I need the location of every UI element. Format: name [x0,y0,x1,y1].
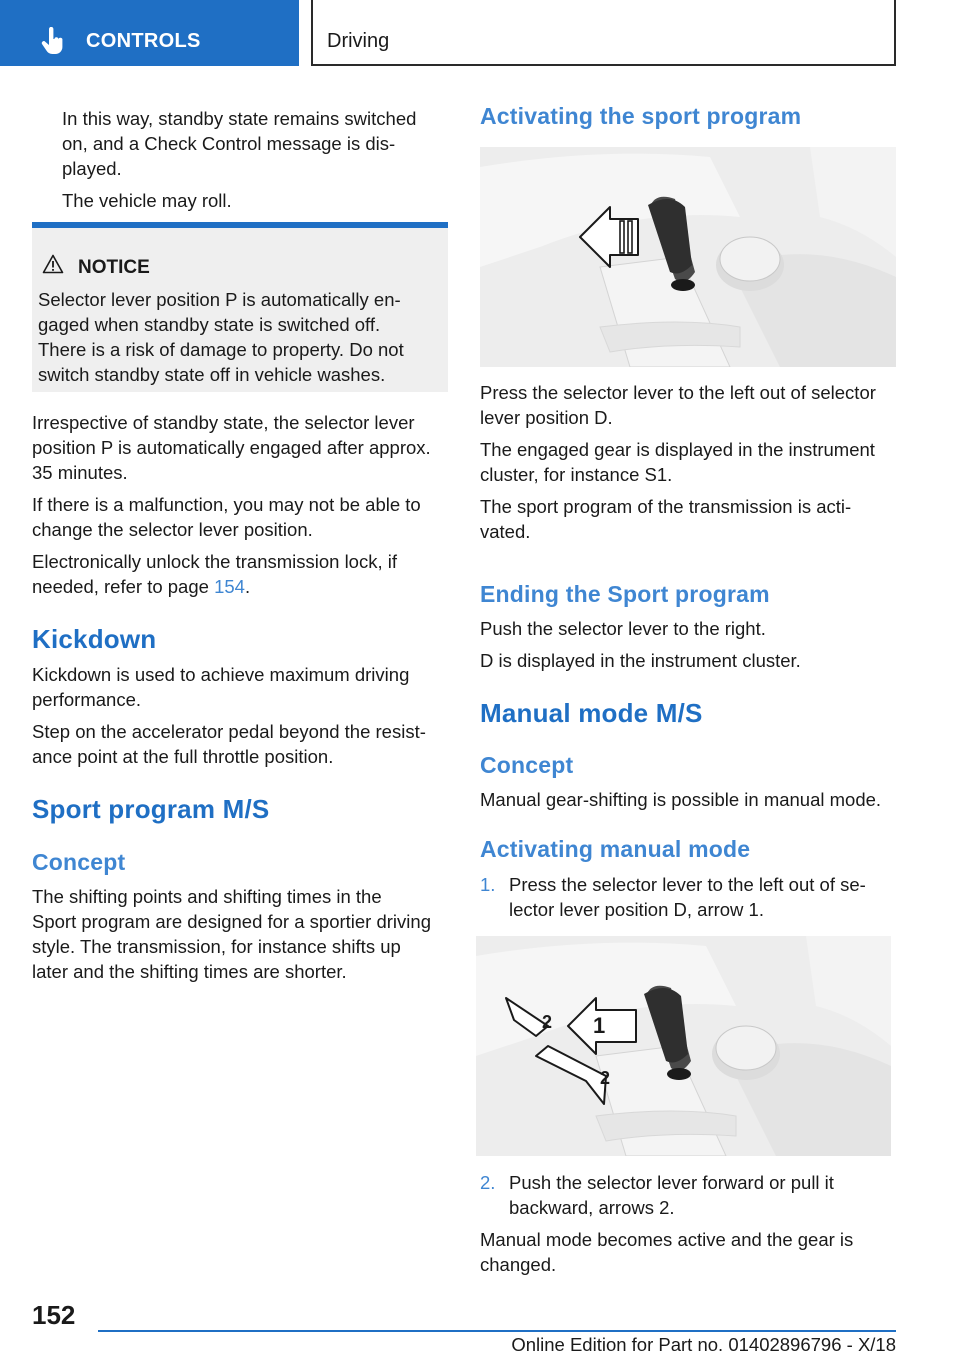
engaged-text-line: cluster, for instance S1. [480,464,673,485]
concept-text-line: later and the shifting times are shorter. [32,961,347,982]
heading-manual-mode: Manual mode M/S [480,698,703,728]
intro-text-line: on, and a Check Control message is dis- [62,133,396,154]
engaged-text-line: The engaged gear is displayed in the instrument [480,439,875,460]
heading-ending-sport: Ending the Sport program [480,581,770,607]
malfunction-text-line: change the selector lever position. [32,519,313,540]
unlock-text-prefix: needed, refer to page [32,576,215,597]
manual-active-text-line: Manual mode becomes active and the gear is [480,1229,854,1250]
push-right-text: Push the selector lever to the right. [480,618,766,639]
step-text-line: Press the selector lever to the left out of se- [509,874,866,895]
notice-box [32,222,448,392]
list-number: 2. [480,1172,496,1193]
notice-line: Selector lever position P is automatically en- [38,289,401,310]
page-reference-link[interactable]: 154 [214,576,245,597]
heading-concept: Concept [32,849,126,875]
footer-edition: Online Edition for Part no. 01402896796 - X/18 [511,1334,896,1355]
kickdown-text-line: ance point at the full throttle position. [32,746,334,767]
concept-text-line: style. The transmission, for instance shifts up [32,936,401,957]
unlock-text-line: Electronically unlock the transmission lock, if [32,551,398,572]
kickdown-text-line: Step on the accelerator pedal beyond the resist- [32,721,426,742]
concept-text-line: The shifting points and shifting times in the [32,886,382,907]
unlock-text-suffix: . [244,576,251,597]
page-number: 152 [32,1300,76,1330]
activated-text-line: The sport program of the transmission is acti- [480,496,852,517]
manual-concept-text: Manual gear-shifting is possible in manual mode. [480,789,882,810]
unlock-text-line [32,574,250,599]
notice-line: There is a risk of damage to property. Do not [38,339,404,360]
selector-lever-figure-sport [480,147,896,367]
intro-text-line: In this way, standby state remains switched [62,108,417,129]
warning-triangle-icon [42,254,64,274]
notice-title: NOTICE [78,257,150,278]
heading-sport-program: Sport program M/S [32,794,270,824]
malfunction-text-line: If there is a malfunction, you may not be able to [32,494,421,515]
step-text-line: lector lever position D, arrow 1. [509,899,764,920]
notice-line: gaged when standby state is switched off. [38,314,381,335]
standby-text-line: 35 minutes. [32,462,128,483]
concept-text-line: Sport program are designed for a sportier driving [32,911,431,932]
section-tab-controls[interactable] [0,0,299,66]
kickdown-text-line: performance. [32,689,141,710]
section-title: Driving [327,30,390,52]
arrow-label-2: 2 [542,1012,553,1032]
standby-text-line: Irrespective of standby state, the selector lever [32,412,415,433]
notice-body [38,287,438,387]
intro-text-roll: The vehicle may roll. [62,190,232,211]
arrow-label-2: 2 [600,1068,611,1088]
d-displayed-text: D is displayed in the instrument cluster. [480,650,801,671]
selector-lever-figure-manual [476,936,891,1156]
activated-text-line: vated. [480,521,531,542]
heading-kickdown: Kickdown [32,624,157,654]
press-text-line: lever position D. [480,407,613,428]
intro-text-line: played. [62,158,122,179]
list-number: 1. [480,874,496,895]
pointing-hand-icon [40,27,66,55]
arrow-label-1: 1 [593,1013,606,1038]
heading-concept: Concept [480,752,574,778]
manual-active-text-line: changed. [480,1254,557,1275]
step-text-line: Push the selector lever forward or pull it [509,1172,834,1193]
heading-activating-sport: Activating the sport program [480,103,802,129]
tab-label: CONTROLS [86,30,201,52]
heading-activating-manual: Activating manual mode [480,836,751,862]
section-header [311,0,896,66]
press-text-line: Press the selector lever to the left out of selector [480,382,876,403]
standby-text-line: position P is automatically engaged after approx. [32,437,431,458]
kickdown-text-line: Kickdown is used to achieve maximum driving [32,664,410,685]
step-text-line: backward, arrows 2. [509,1197,675,1218]
notice-line: switch standby state off in vehicle washes. [38,364,386,385]
